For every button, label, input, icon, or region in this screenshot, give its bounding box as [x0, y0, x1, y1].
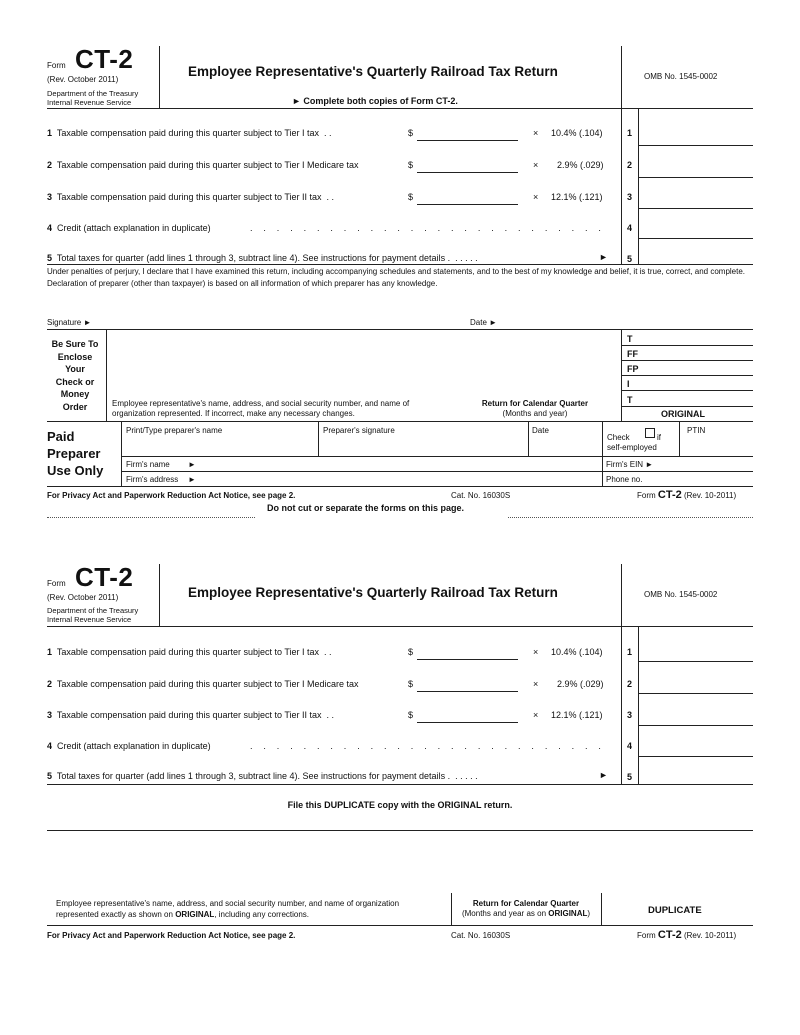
- dup-months-close: ): [587, 909, 591, 918]
- dup-form-revision: (Rev. October 2011): [47, 593, 119, 602]
- line-1-total-field[interactable]: [638, 145, 753, 146]
- dup-line-2-dollar: $: [408, 679, 414, 689]
- dup-months-text: (Months and year as on: [461, 909, 549, 918]
- do-not-cut-notice: Do not cut or separate the forms on this page.: [267, 503, 465, 513]
- dup-line-4-number: 4: [47, 741, 53, 751]
- rep-info-label: Employee representative's name, address, and social security number, and name of organization represented. If incorrect, make any necessary changes.: [112, 399, 410, 418]
- dup-months-original: ORIGINAL: [548, 909, 588, 918]
- dup-line-3-label: Taxable compensation paid during this quarter subject to Tier II tax: [56, 710, 322, 720]
- dup-line-1-amount-field[interactable]: [417, 659, 518, 660]
- dup-line-2-box-number: 2: [627, 679, 633, 689]
- dup-line-2-total-field[interactable]: [638, 693, 753, 694]
- line-5-number: 5: [47, 253, 53, 263]
- line-3-dots: . .: [326, 192, 335, 202]
- line-5-box-number: 5: [627, 254, 633, 264]
- code-ff: FF: [627, 349, 638, 359]
- dup-omb-number: OMB No. 1545-0002: [644, 590, 718, 599]
- dup-line-2-amount-field[interactable]: [417, 691, 518, 692]
- dup-line-1-multiply-sign: ×: [533, 647, 539, 657]
- line-3-total-field[interactable]: [638, 208, 753, 209]
- dup-line-3-amount-field[interactable]: [417, 722, 518, 723]
- dup-line-3-multiply-sign: ×: [533, 710, 539, 720]
- dup-footer-form-id: [637, 929, 736, 941]
- irs-name: Internal Revenue Service: [47, 98, 132, 107]
- signature-label: Signature ►: [47, 318, 92, 327]
- line-2-amount-field[interactable]: [417, 172, 518, 173]
- line-5-label: Total taxes for quarter (add lines 1 through 3, subtract line 4). See instructions for payment details .: [56, 253, 451, 263]
- dup-department-name: Department of the Treasury: [47, 606, 139, 615]
- line-1-number: 1: [47, 128, 53, 138]
- dup-line-2-label: Taxable compensation paid during this quarter subject to Tier I Medicare tax: [56, 679, 359, 689]
- paid-preparer-line: Preparer: [47, 446, 101, 461]
- dup-rep-info-original: ORIGINAL: [175, 909, 215, 919]
- line-1-box-number: 1: [627, 128, 633, 138]
- date-label: Date ►: [470, 318, 498, 327]
- dup-form-word: Form: [47, 579, 66, 588]
- dup-line-1-dots: . .: [324, 647, 332, 657]
- firm-name-label: Firm's name: [126, 460, 170, 469]
- enclose-line: Be Sure To: [51, 339, 99, 349]
- self-employed-label: self-employed: [607, 443, 657, 452]
- dup-line-3-number: 3: [47, 710, 53, 720]
- dup-line-4-total-field[interactable]: [638, 756, 753, 757]
- header-instruction: ► Complete both copies of Form CT-2.: [292, 96, 458, 106]
- dup-line-5-box-number: 5: [627, 772, 633, 782]
- preparer-print-name-label: Print/Type preparer's name: [126, 426, 223, 435]
- footer-revision: (Rev. 10-2011): [683, 491, 737, 500]
- enclose-line: Order: [62, 401, 88, 412]
- line-1-dots: . .: [324, 128, 332, 138]
- dup-line-4-dots: . . . . . . . . . . . . . . . . . . . . . . . . . . .: [250, 741, 606, 751]
- dup-return-quarter-label: Return for Calendar Quarter: [472, 899, 580, 908]
- return-quarter-label: Return for Calendar Quarter: [481, 399, 589, 408]
- line-1-dollar: $: [408, 128, 414, 138]
- dup-footer-form-word: Form: [637, 931, 656, 940]
- line-2-number: 2: [47, 160, 53, 170]
- enclose-line: Your: [65, 364, 85, 374]
- dup-line-5-arrow-icon: ►: [599, 770, 608, 780]
- dup-footer-form-code: CT-2: [657, 929, 682, 941]
- if-label: if: [657, 433, 661, 442]
- check-label: Check: [607, 433, 630, 442]
- line-4-label: Credit (attach explanation in duplicate): [57, 223, 211, 233]
- code-fp: FP: [627, 364, 639, 374]
- months-year-label: (Months and year): [502, 409, 568, 418]
- self-employed-checkbox[interactable]: [645, 428, 655, 438]
- enclose-line: Enclose: [57, 351, 93, 362]
- line-4-dots: . . . . . . . . . . . . . . . . . . . . . . . . . . .: [250, 223, 606, 233]
- dup-line-4-label: Credit (attach explanation in duplicate): [57, 741, 211, 751]
- line-1-label: Taxable compensation paid during this quarter subject to Tier I tax: [56, 128, 320, 138]
- dup-cat-number: Cat. No. 16030S: [451, 931, 511, 940]
- enclose-line: Check or: [55, 376, 95, 387]
- firm-ein-label: Firm's EIN ►: [606, 460, 654, 469]
- line-3-rate: 12.1% (.121): [551, 192, 603, 202]
- dup-line-1-label: Taxable compensation paid during this quarter subject to Tier I tax: [56, 647, 320, 657]
- line-2-total-field[interactable]: [638, 177, 753, 178]
- line-2-rate: 2.9% (.029): [557, 160, 604, 170]
- line-3-number: 3: [47, 192, 53, 202]
- paid-preparer-title: [47, 428, 103, 479]
- line-3-amount-field[interactable]: [417, 204, 518, 205]
- duplicate-file-note: File this DUPLICATE copy with the ORIGINAL return.: [287, 800, 513, 810]
- dup-footer-revision: (Rev. 10-2011): [683, 931, 737, 940]
- line-3-dollar: $: [408, 192, 414, 202]
- department-name: Department of the Treasury: [47, 89, 139, 98]
- dup-line-3-box-number: 3: [627, 710, 633, 720]
- enclose-line: Money: [60, 389, 90, 399]
- line-4-number: 4: [47, 223, 53, 233]
- dup-line-1-dollar: $: [408, 647, 414, 657]
- original-label: ORIGINAL: [661, 409, 705, 419]
- dup-months-year-label: [452, 909, 600, 918]
- line-5-arrow-icon: ►: [599, 252, 608, 262]
- dup-rep-info-tail: , including any corrections.: [214, 909, 310, 919]
- line-4-box-number: 4: [627, 223, 633, 233]
- code-t2: T: [627, 395, 633, 405]
- line-1-amount-field[interactable]: [417, 140, 518, 141]
- code-i: I: [627, 379, 630, 389]
- dup-line-5-label: Total taxes for quarter (add lines 1 through 3, subtract line 4). See instructions for payment details .: [56, 771, 451, 781]
- dup-department: [47, 606, 138, 624]
- footer-form-code: CT-2: [657, 489, 682, 501]
- line-1-multiply-sign: ×: [533, 128, 539, 138]
- dup-line-1-rate: 10.4% (.104): [551, 647, 603, 657]
- signature-field[interactable]: [47, 329, 753, 330]
- dup-line-5-dots: . . . . .: [455, 771, 478, 781]
- paid-preparer-line: Use Only: [47, 463, 104, 478]
- dup-irs-name: Internal Revenue Service: [47, 615, 132, 624]
- form-title: Employee Representative's Quarterly Railroad Tax Return: [188, 64, 558, 79]
- enclose-note: [47, 338, 103, 413]
- line-3-multiply-sign: ×: [533, 192, 539, 202]
- line-4-total-field[interactable]: [638, 238, 753, 239]
- preparer-signature-label: Preparer's signature: [323, 426, 395, 435]
- omb-number: OMB No. 1545-0002: [644, 72, 718, 81]
- dup-line-2-number: 2: [47, 679, 53, 689]
- firm-address-arrow-icon: ►: [188, 475, 196, 484]
- duplicate-label: DUPLICATE: [648, 905, 702, 916]
- footer-form-id: [637, 489, 736, 501]
- dup-form-title: Employee Representative's Quarterly Railroad Tax Return: [188, 585, 558, 600]
- dup-line-3-rate: 12.1% (.121): [551, 710, 603, 720]
- footer-form-word: Form: [637, 491, 656, 500]
- privacy-notice: For Privacy Act and Paperwork Reduction Act Notice, see page 2.: [47, 491, 296, 500]
- dup-privacy-notice: For Privacy Act and Paperwork Reduction Act Notice, see page 2.: [47, 931, 296, 940]
- line-1-rate: 10.4% (.104): [551, 128, 603, 138]
- line-3-box-number: 3: [627, 192, 633, 202]
- department: [47, 89, 138, 107]
- line-2-box-number: 2: [627, 160, 633, 170]
- firm-address-label: Firm's address: [126, 475, 179, 484]
- line-2-dollar: $: [408, 160, 414, 170]
- cat-number: Cat. No. 16030S: [451, 491, 511, 500]
- ptin-label: PTIN: [687, 426, 706, 435]
- phone-label: Phone no.: [606, 475, 643, 484]
- dup-line-3-total-field[interactable]: [638, 725, 753, 726]
- dup-line-5-number: 5: [47, 771, 53, 781]
- paid-preparer-line: Paid: [47, 429, 75, 444]
- code-t: T: [627, 334, 633, 344]
- line-2-label: Taxable compensation paid during this quarter subject to Tier I Medicare tax: [56, 160, 359, 170]
- dup-line-1-number: 1: [47, 647, 53, 657]
- dup-rep-info-text: Employee representative's name, address, and social security number, and name of organization represented exactly as shown on: [56, 899, 400, 919]
- form-revision: (Rev. October 2011): [47, 75, 119, 84]
- perjury-statement: Under penalties of perjury, I declare that I have examined this return, including accompanying schedules and statements, and to the best of my knowledge and belief, it is true, correct, and complete. Declaration of preparer (other than taxpayer) is based on all information of which preparer has any knowledge.: [47, 267, 746, 288]
- line-5-dots: . . . . .: [455, 253, 478, 263]
- dup-rep-info-label: [56, 899, 436, 920]
- dup-line-1-box-number: 1: [627, 647, 633, 657]
- dup-line-1-total-field[interactable]: [638, 661, 753, 662]
- line-2-multiply-sign: ×: [533, 160, 539, 170]
- form-code: CT-2: [75, 44, 134, 74]
- dup-line-2-rate: 2.9% (.029): [557, 679, 604, 689]
- form-word: Form: [47, 61, 66, 70]
- preparer-date-label: Date: [532, 426, 549, 435]
- dup-line-3-dollar: $: [408, 710, 414, 720]
- dup-form-code: CT-2: [75, 562, 134, 592]
- dup-line-3-dots: . .: [326, 710, 335, 720]
- line-3-label: Taxable compensation paid during this quarter subject to Tier II tax: [56, 192, 322, 202]
- dup-line-2-multiply-sign: ×: [533, 679, 539, 689]
- firm-name-arrow-icon: ►: [188, 460, 196, 469]
- dup-line-4-box-number: 4: [627, 741, 633, 751]
